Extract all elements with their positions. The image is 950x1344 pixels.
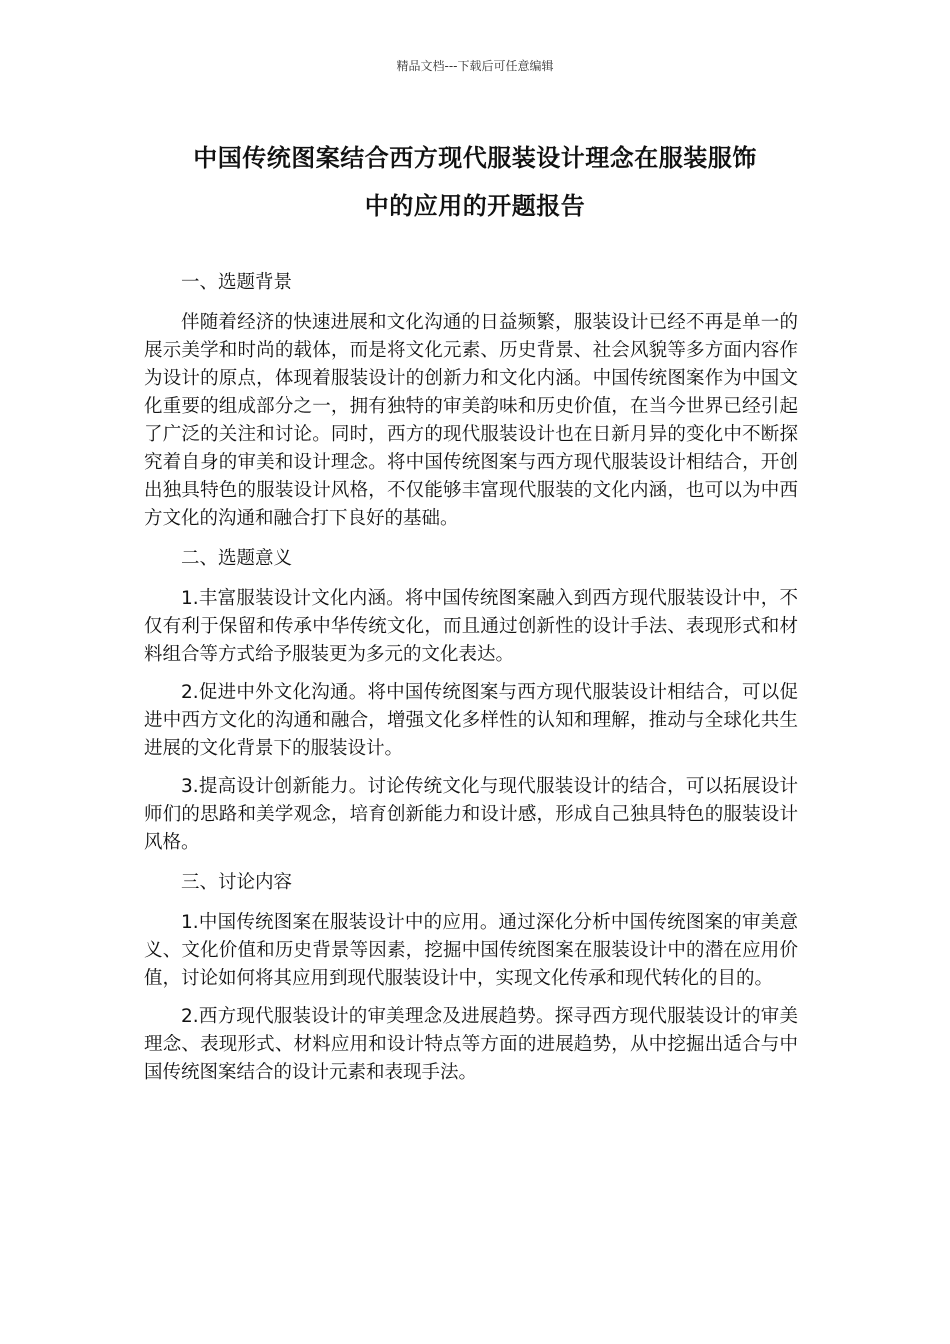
header-note: 精品文档---下载后可任意编辑 xyxy=(396,59,554,73)
document-body xyxy=(144,267,798,1097)
section-heading-significance: 二、选题意义 xyxy=(181,548,293,569)
content-item-1: 1.中国传统图案在服装设计中的应用。通过深化分析中国传统图案的审美意义、文化价值和历史背景等因素，挖掘中国传统图案在服装设计中的潜在应用价值，讨论如何将其应用到现代服装设计中，实现文化传承和现代转化的目的。 xyxy=(144,912,798,989)
section-heading-background: 一、选题背景 xyxy=(181,272,293,293)
section-heading-content: 三、讨论内容 xyxy=(181,872,293,893)
significance-item-1: 1.丰富服装设计文化内涵。将中国传统图案融入到西方现代服装设计中，不仅有利于保留和传承中华传统文化，而且通过创新性的设计手法、表现形式和材料组合等方式给予服装更为多元的文化表达。 xyxy=(144,588,798,665)
document-title xyxy=(140,134,810,230)
content-item-2: 2.西方现代服装设计的审美理念及进展趋势。探寻西方现代服装设计的审美理念、表现形式、材料应用和设计特点等方面的进展趋势，从中挖掘出适合与中国传统图案结合的设计元素和表现手法。 xyxy=(144,1006,798,1083)
significance-item-2: 2.促进中外文化沟通。将中国传统图案与西方现代服装设计相结合，可以促进中西方文化的沟通和融合，增强文化多样性的认知和理解，推动与全球化共生进展的文化背景下的服装设计。 xyxy=(144,682,798,759)
background-paragraph: 伴随着经济的快速进展和文化沟通的日益频繁，服装设计已经不再是单一的展示美学和时尚的载体，而是将文化元素、历史背景、社会风貌等多方面内容作为设计的原点，体现着服装设计的创新力和文化内涵。中国传统图案作为中国文化重要的组成部分之一，拥有独特的审美韵味和历史价值，在当今世界已经引起了广泛的关注和讨论。同时，西方的现代服装设计也在日新月异的变化中不断探究着自身的审美和设计理念。将中国传统图案与西方现代服装设计相结合，开创出独具特色的服装设计风格，不仅能够丰富现代服装的文化内涵，也可以为中西方文化的沟通和融合打下良好的基础。 xyxy=(144,312,798,529)
title-line-1: 中国传统图案结合西方现代服装设计理念在服装服饰 xyxy=(193,144,757,172)
title-line-2: 中的应用的开题报告 xyxy=(364,192,586,220)
significance-item-3: 3.提高设计创新能力。讨论传统文化与现代服装设计的结合，可以拓展设计师们的思路和美学观念，培育创新能力和设计感，形成自己独具特色的服装设计风格。 xyxy=(144,776,798,853)
